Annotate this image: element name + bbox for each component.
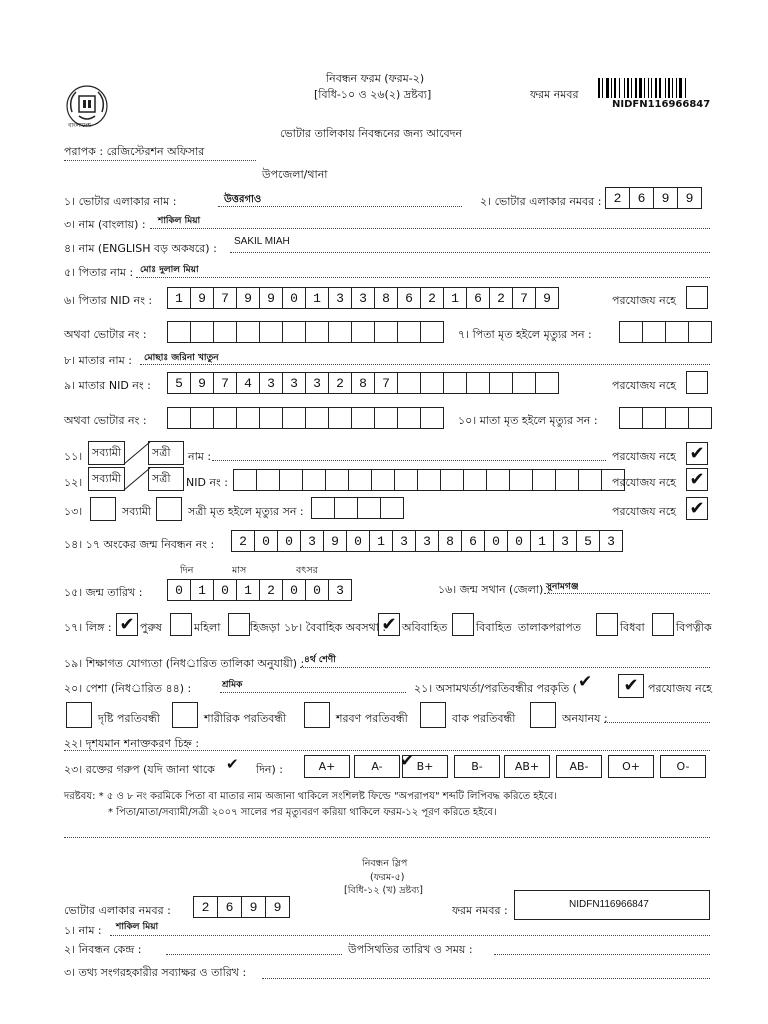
digit-box[interactable] (466, 372, 490, 394)
field-8-line (140, 364, 710, 365)
field-4-label: ৪। নাম (ENGLISH বড় অকষরে) : (64, 242, 217, 255)
digit-box[interactable]: 2 (193, 896, 218, 918)
field-18-label: ১৮। বৈবাহিক অবসথা : (284, 621, 387, 634)
mother-voter-boxes[interactable] (168, 407, 444, 429)
digit-box[interactable] (190, 407, 214, 429)
digit-box[interactable] (305, 321, 329, 343)
digit-box[interactable]: 0 (213, 579, 237, 601)
form-number-label: ফরম নমবর (530, 88, 579, 101)
field-1-value[interactable]: উত্তরগাও (224, 194, 262, 205)
field-7-label: ৭। পিতা মৃত হইলে মৃত্যুর সন : (458, 328, 592, 341)
barcode-bar (619, 78, 620, 98)
digit-box[interactable]: 6 (397, 287, 421, 309)
digit-box[interactable]: 3 (328, 287, 352, 309)
form-title: নিবন্ধন ফরম (ফরম-২) (326, 72, 425, 85)
spouse-male-label: সব্যামী (92, 446, 122, 459)
other-disability-line (604, 722, 710, 723)
digit-box[interactable] (305, 407, 329, 429)
field-4-line (230, 252, 710, 253)
other-disability-label: অনযানয : (562, 712, 608, 725)
digit-box[interactable]: 9 (190, 287, 214, 309)
field-23-check-mark: ✔ (226, 755, 239, 773)
physical-disability-checkbox[interactable] (172, 702, 198, 728)
digit-box[interactable] (420, 407, 444, 429)
digit-box[interactable]: 1 (167, 287, 191, 309)
vision-disability-checkbox[interactable] (66, 702, 92, 728)
field-13-boxes[interactable] (312, 497, 404, 519)
slip-sign-line (262, 978, 710, 979)
digit-box[interactable]: 7 (374, 372, 398, 394)
field-13-na-checkbox[interactable]: ✔ (686, 497, 708, 520)
dob-year-label: বৎসর (296, 565, 318, 576)
slip-rule: [বিধি-১২ (খ) দ্রষ্টব্য] (344, 885, 423, 896)
blood-option-label: A- (371, 760, 383, 773)
digit-box[interactable] (440, 469, 464, 491)
field-10-label: ১০। মাতা মৃত হইলে মৃত্যুর সন : (458, 414, 598, 427)
digit-box[interactable] (642, 321, 666, 343)
blood-option-label: O- (676, 760, 690, 773)
vision-disability-label: দৃষ্টি পরতিবন্ধী (98, 712, 160, 725)
barcode (598, 78, 702, 98)
field-2-boxes[interactable] (606, 187, 702, 209)
field-16-value[interactable]: সুনামগঞ্জ (546, 582, 579, 592)
slip-title: নিবন্ধন স্লিপ (362, 858, 408, 869)
field-21-na-checkbox[interactable]: ✔ (618, 674, 644, 698)
blood-option-b-negative[interactable] (454, 755, 500, 778)
gender-male-checkbox[interactable]: ✔ (116, 613, 138, 636)
digit-box[interactable] (190, 321, 214, 343)
field-13-death-label: সত্রী মৃত হইলে মৃত্যুর সন : (188, 505, 304, 518)
field-3-label: ৩। নাম (বাংলায়) : (64, 218, 146, 231)
spouse-female-label: সত্রী (152, 472, 171, 485)
digit-box[interactable]: 6 (466, 287, 490, 309)
digit-box[interactable] (619, 321, 643, 343)
barcode-bar (676, 78, 677, 98)
digit-box[interactable]: 1 (443, 287, 467, 309)
field-9-na-label: পরযোজয নহে (612, 379, 676, 392)
application-heading: ভোটার তালিকায় নিবন্ধনের জন্য আবেদন (280, 127, 463, 140)
digit-box[interactable]: 9 (677, 187, 702, 209)
marital-widow-label: বিধবা (620, 621, 645, 634)
digit-box[interactable]: 6 (629, 187, 654, 209)
cut-line (64, 837, 710, 838)
digit-box[interactable]: 2 (259, 579, 283, 601)
barcode-bar (644, 78, 645, 98)
marital-married-label: বিবাহিত (476, 621, 512, 634)
slip-date-label: উপসিথতির তারিখ ও সময় : (348, 943, 473, 956)
field-13-na-label: পরযোজয নহে (612, 505, 676, 518)
field-11-name-label: নাম : (188, 450, 212, 463)
slip-area-boxes[interactable] (194, 896, 290, 918)
field-19-line (300, 667, 710, 668)
field-12-boxes[interactable] (234, 469, 625, 491)
digit-box[interactable]: 0 (507, 530, 531, 552)
digit-box[interactable]: 3 (328, 579, 352, 601)
digit-box[interactable]: 9 (265, 896, 290, 918)
field-16-label: ১৬। জন্ম সথান (জেলা) : (438, 583, 551, 596)
field-2-label: ২। ভোটার এলাকার নমবর : (480, 195, 602, 208)
digit-box[interactable] (371, 469, 395, 491)
digit-box[interactable] (374, 321, 398, 343)
barcode-bar (624, 78, 625, 98)
field-9-label: ৯। মাতার NID নং : (64, 379, 151, 392)
digit-box[interactable] (282, 321, 306, 343)
field-8-label: ৮। মাতার নাম : (64, 354, 132, 367)
digit-box[interactable]: 5 (167, 372, 191, 394)
digit-box[interactable] (642, 407, 666, 429)
digit-box[interactable] (394, 469, 418, 491)
marital-divorced-checkbox[interactable] (596, 613, 618, 636)
field-16-line (544, 593, 710, 594)
digit-box[interactable] (325, 469, 349, 491)
father-voter-label: অথবা ভোটার নং : (64, 328, 147, 341)
digit-box[interactable] (509, 469, 533, 491)
blood-option-a-positive[interactable] (304, 755, 350, 778)
slip-date-line (494, 954, 710, 955)
field-14-boxes[interactable] (232, 530, 623, 552)
digit-box[interactable] (619, 407, 643, 429)
digit-box[interactable]: 8 (374, 287, 398, 309)
field-15-label: ১৫। জন্ম তারিখ : (64, 586, 143, 599)
slip-form-number: (ফরম-৫) (370, 872, 405, 883)
barcode-bar (602, 78, 603, 98)
digit-box[interactable]: 1 (236, 579, 260, 601)
digit-box[interactable] (688, 321, 712, 343)
digit-box[interactable]: 0 (167, 579, 191, 601)
barcode-bar (659, 78, 661, 98)
digit-box[interactable] (397, 321, 421, 343)
digit-box[interactable] (167, 321, 191, 343)
digit-box[interactable]: 3 (599, 530, 623, 552)
field-17-label: ১৭। লিঙ্গ : (64, 621, 112, 634)
digit-box[interactable]: 0 (282, 287, 306, 309)
digit-box[interactable] (688, 407, 712, 429)
speech-disability-checkbox[interactable] (420, 702, 446, 728)
slip-sign-label: ৩। তথ্য সংগরহকারীর সব্যাক্ষর ও তারিখ : (64, 966, 247, 979)
field-7-boxes[interactable] (620, 321, 712, 343)
digit-box[interactable]: 1 (530, 530, 554, 552)
digit-box[interactable] (236, 407, 260, 429)
digit-box[interactable] (334, 497, 358, 519)
digit-box[interactable] (397, 372, 421, 394)
digit-box[interactable]: 9 (653, 187, 678, 209)
barcode-bar (635, 78, 637, 98)
field-11-spouse-box[interactable] (88, 441, 184, 465)
field-19-label: ১৯। শিক্ষাগত যোগ্যতা (নিধর্ারিত তালিকা অনুযায়ী) : (64, 657, 305, 670)
field-6-na-checkbox[interactable] (686, 286, 708, 309)
digit-box[interactable] (236, 321, 260, 343)
digit-box[interactable]: 0 (254, 530, 278, 552)
gender-female-label: মহিলা (194, 621, 221, 634)
digit-box[interactable] (282, 407, 306, 429)
blood-option-label: AB- (569, 760, 589, 773)
barcode-bar (672, 78, 673, 98)
blood-option-label: O+ (622, 760, 640, 773)
digit-box[interactable] (665, 407, 689, 429)
blood-option-label: B- (471, 760, 483, 773)
digit-box[interactable]: 9 (241, 896, 266, 918)
marital-unmarried-checkbox[interactable]: ✔ (378, 613, 400, 636)
field-4-value[interactable]: SAKIL MIAH (234, 236, 290, 247)
field-21-label: ২১। অসামথর্তা/পরতিবন্ধীর পরকৃতি ( (414, 682, 577, 695)
note-line-2: * পিতা/মাতা/সব্যামী/সত্রী ২০০৭ সালের পর মৃত্যুবরণ করিয়া থাকিলে ফরম-১২ পূরণ করিতে হইবে। (108, 807, 497, 818)
slip-form-value-box[interactable] (514, 890, 710, 920)
digit-box[interactable]: 6 (461, 530, 485, 552)
blood-option-ab-positive[interactable] (504, 755, 550, 778)
digit-box[interactable]: 3 (392, 530, 416, 552)
digit-box[interactable] (279, 469, 303, 491)
digit-box[interactable]: 3 (553, 530, 577, 552)
digit-box[interactable] (351, 321, 375, 343)
field-1-label: ১। ভোটার এলাকার নাম : (64, 195, 177, 208)
father-voter-boxes[interactable] (168, 321, 444, 343)
digit-box[interactable] (512, 372, 536, 394)
digit-box[interactable]: 2 (420, 287, 444, 309)
digit-box[interactable]: 7 (213, 372, 237, 394)
field-13-husband-label: সব্যামী (122, 505, 152, 518)
digit-box[interactable]: 8 (438, 530, 462, 552)
digit-box[interactable] (357, 497, 381, 519)
digit-box[interactable]: 0 (484, 530, 508, 552)
marital-married-checkbox[interactable] (452, 613, 474, 636)
marital-divorced-label: তালাকপরাপত (518, 621, 581, 634)
barcode-bar (627, 78, 629, 98)
slip-name-label: ১। নাম : (64, 924, 102, 937)
digit-box[interactable]: 5 (576, 530, 600, 552)
field-6-boxes[interactable] (168, 287, 559, 309)
blood-option-label: AB+ (514, 760, 540, 773)
field-11-line (212, 460, 606, 461)
field-1-line (218, 206, 462, 207)
field-11-label: ১১। (64, 450, 83, 463)
digit-box[interactable]: 0 (277, 530, 301, 552)
field-23-suffix: দিন) : (256, 763, 283, 776)
digit-box[interactable] (259, 321, 283, 343)
barcode-bar (631, 78, 632, 98)
field-10-boxes[interactable] (620, 407, 712, 429)
field-12-na-label: পরযোজয নহে (612, 476, 676, 489)
digit-box[interactable] (420, 372, 444, 394)
slip-center-label: ২। নিবন্ধন কেন্দ্র : (64, 943, 142, 956)
field-14-label: ১৪। ১৭ অংকের জন্ম নিবন্ধন নং : (64, 538, 215, 551)
digit-box[interactable]: 1 (369, 530, 393, 552)
slip-form-label: ফরম নমবর : (452, 904, 508, 917)
spouse-female-label: সত্রী (152, 446, 171, 459)
digit-box[interactable] (351, 407, 375, 429)
digit-box[interactable]: 3 (282, 372, 306, 394)
digit-box[interactable]: 3 (259, 372, 283, 394)
field-8-value[interactable]: মোছাঃ জরিনা খাতুন (144, 353, 219, 363)
upazila-label: উপজেলা/থানা (262, 168, 328, 181)
digit-box[interactable]: 1 (305, 287, 329, 309)
hearing-disability-checkbox[interactable] (304, 702, 330, 728)
slip-form-value: NIDFN116966847 (569, 899, 649, 910)
digit-box[interactable] (380, 497, 404, 519)
barcode-bar (648, 78, 649, 98)
digit-box[interactable] (532, 469, 556, 491)
dob-month-label: মাস (232, 565, 247, 576)
slip-area-label: ভোটার এলাকার নমবর : (64, 904, 171, 917)
digit-box[interactable] (443, 372, 467, 394)
field-13-label: ১৩। (64, 505, 83, 518)
field-13-husband-checkbox[interactable] (90, 497, 116, 521)
marital-widower-checkbox[interactable] (652, 613, 674, 636)
field-9-na-checkbox[interactable] (686, 371, 708, 394)
digit-box[interactable]: 7 (213, 287, 237, 309)
field-23-label: ২৩। রক্তের গরুপ (যদি জানা থাকে (64, 763, 215, 776)
blood-option-o-negative[interactable] (660, 755, 706, 778)
field-6-label: ৬। পিতার NID নং : (64, 294, 153, 307)
hearing-disability-label: শরবণ পরতিবন্ধী (336, 712, 408, 725)
barcode-bar (614, 78, 616, 98)
digit-box[interactable]: 9 (259, 287, 283, 309)
digit-box[interactable] (328, 407, 352, 429)
digit-box[interactable] (489, 372, 513, 394)
barcode-bar (655, 78, 657, 98)
barcode-bar (679, 78, 682, 98)
marital-unmarried-label: অবিবাহিত (402, 621, 448, 634)
field-3-value[interactable]: শাকিল মিয়া (158, 216, 201, 226)
digit-box[interactable]: 0 (346, 530, 370, 552)
digit-box[interactable] (311, 497, 335, 519)
field-5-label: ৫। পিতার নাম : (64, 266, 134, 279)
digit-box[interactable]: 8 (351, 372, 375, 394)
to-label: পরাপক : রেজিস্টেরশন অফিসার (64, 145, 205, 158)
field-5-line (136, 277, 710, 278)
field-20-line (220, 692, 406, 693)
digit-box[interactable] (535, 372, 559, 394)
marital-widower-label: বিপত্নীক (676, 621, 712, 634)
field-12-na-checkbox[interactable]: ✔ (686, 468, 708, 491)
blood-check-mark: ✔ (400, 751, 415, 771)
field-11-na-checkbox[interactable]: ✔ (686, 442, 708, 465)
digit-box[interactable] (302, 469, 326, 491)
digit-box[interactable] (259, 407, 283, 429)
digit-box[interactable] (417, 469, 441, 491)
field-20-label: ২০। পেশা (নিধর্ারিত ৪৪) : (64, 682, 192, 695)
digit-box[interactable]: 9 (190, 372, 214, 394)
mother-voter-label: অথবা ভোটার নং : (64, 414, 147, 427)
digit-box[interactable] (486, 469, 510, 491)
field-3-line (150, 228, 710, 229)
digit-box[interactable]: 1 (190, 579, 214, 601)
digit-box[interactable] (328, 321, 352, 343)
digit-box[interactable]: 2 (489, 287, 513, 309)
digit-box[interactable]: 7 (512, 287, 536, 309)
field-12-label: ১২। (64, 476, 83, 489)
digit-box[interactable]: 9 (535, 287, 559, 309)
dob-day-label: দিন (180, 565, 194, 576)
physical-disability-label: শারীরিক পরতিবন্ধী (204, 712, 287, 725)
blood-option-o-positive[interactable] (608, 755, 654, 778)
digit-box[interactable]: 0 (305, 579, 329, 601)
digit-box[interactable]: 9 (236, 287, 260, 309)
barcode-bar (611, 78, 612, 98)
form-subtitle: [বিধি-১০ ও ২৬(২) দ্রষ্টব্য] (314, 88, 432, 101)
digit-box[interactable]: 0 (282, 579, 306, 601)
field-13-wife-checkbox[interactable] (156, 497, 182, 521)
barcode-bar (598, 78, 600, 98)
gender-third-label: হিজড়া (250, 621, 280, 634)
spouse-male-label: সব্যামী (92, 472, 122, 485)
barcode-bar (651, 78, 652, 98)
digit-box[interactable] (256, 469, 280, 491)
blood-option-label: B+ (416, 760, 434, 773)
field-21-na-label: পরযোজয নহে (648, 682, 712, 695)
digit-box[interactable]: 2 (231, 530, 255, 552)
blood-option-a-negative[interactable] (354, 755, 400, 778)
digit-box[interactable]: 2 (328, 372, 352, 394)
digit-box[interactable]: 4 (236, 372, 260, 394)
speech-disability-label: বাক পরতিবন্ধী (452, 712, 516, 725)
digit-box[interactable]: 3 (305, 372, 329, 394)
logo-caption: বাংলাদেশ (68, 122, 91, 129)
digit-box[interactable] (233, 469, 257, 491)
gender-male-label: পুরুষ (140, 621, 162, 634)
field-12-nid-label: NID নং : (186, 476, 228, 489)
digit-box[interactable] (578, 469, 602, 491)
blood-option-ab-negative[interactable] (556, 755, 602, 778)
field-22-line (64, 750, 710, 751)
digit-box[interactable]: 3 (300, 530, 324, 552)
slip-name-line (110, 935, 710, 936)
field-9-boxes[interactable] (168, 372, 559, 394)
digit-box[interactable] (420, 321, 444, 343)
blood-option-label: A+ (318, 760, 336, 773)
field-5-value[interactable]: মোঃ দুলাল মিয়া (140, 265, 199, 275)
field-15-boxes[interactable] (168, 579, 352, 601)
slip-center-line (166, 954, 342, 955)
digit-box[interactable] (348, 469, 372, 491)
field-22-label: ২২। দৃশযমান শনাক্তকরণ চিহ্ন : (64, 737, 200, 750)
digit-box[interactable] (555, 469, 579, 491)
barcode-number: NIDFN116966847 (612, 99, 711, 110)
field-21-check-mark: ✔ (578, 672, 593, 692)
gender-female-checkbox[interactable] (170, 613, 192, 636)
digit-box[interactable] (397, 407, 421, 429)
barcode-bar (639, 78, 642, 98)
gender-third-checkbox[interactable] (228, 613, 250, 636)
barcode-bar (668, 78, 670, 98)
digit-box[interactable]: 3 (351, 287, 375, 309)
note-line-1: দরষ্টবয: * ৫ ও ৮ নং করমিকে পিতা বা মাতার নাম অজানা থাকিলে সংশিলষ্ট ফিল্ডে "অপরাপয" শব্দটি লিপিবদ্ধ করিতে হইবে। (64, 791, 557, 802)
digit-box[interactable]: 3 (415, 530, 439, 552)
digit-box[interactable] (665, 321, 689, 343)
barcode-bar (685, 78, 686, 98)
digit-box[interactable] (167, 407, 191, 429)
digit-box[interactable] (374, 407, 398, 429)
barcode-bar (606, 78, 609, 98)
field-11-na-label: পরযোজয নহে (612, 450, 676, 463)
digit-box[interactable]: 6 (217, 896, 242, 918)
field-20-value[interactable]: শ্রমিক (222, 680, 243, 690)
digit-box[interactable] (213, 407, 237, 429)
digit-box[interactable]: 9 (323, 530, 347, 552)
digit-box[interactable] (463, 469, 487, 491)
other-disability-checkbox[interactable] (530, 702, 556, 728)
field-12-spouse-box[interactable] (88, 467, 184, 491)
to-line (64, 160, 256, 161)
slip-name-value[interactable]: শাকিল মিয়া (116, 922, 159, 932)
barcode-bar (665, 78, 666, 98)
digit-box[interactable] (213, 321, 237, 343)
digit-box[interactable]: 2 (605, 187, 630, 209)
field-6-na-label: পরযোজয নহে (612, 294, 676, 307)
field-19-value[interactable]: ৪র্থ শেণী (304, 655, 336, 665)
government-logo (62, 82, 112, 132)
